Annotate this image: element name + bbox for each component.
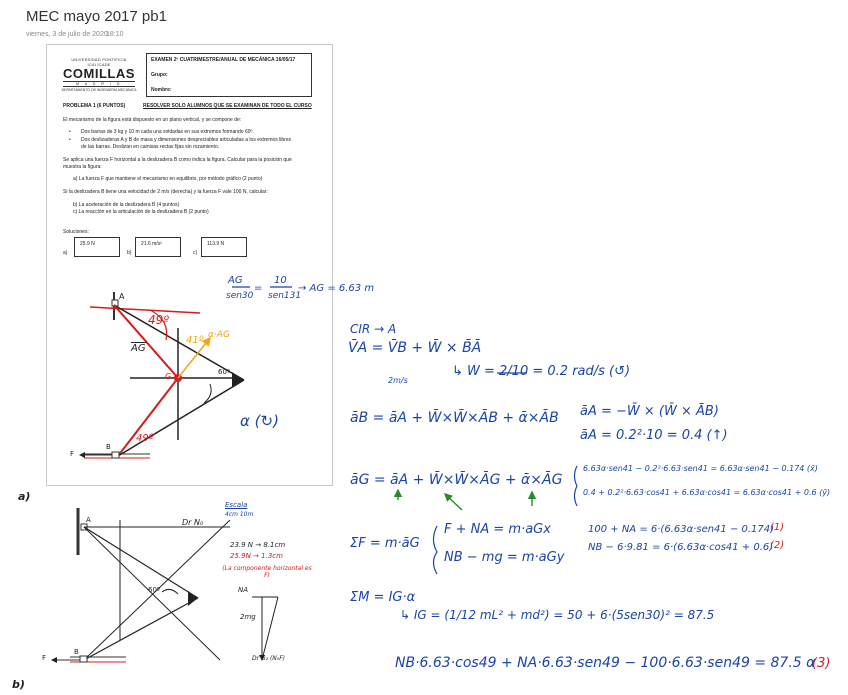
bullet-2a: Dos deslizaderas A y B de masa y dimensiones despreciables articuladas a los extremos libres	[81, 137, 292, 143]
page-time: 18:10	[106, 31, 124, 38]
label-A-b: A	[86, 516, 91, 524]
label-B-b: B	[74, 648, 79, 656]
green-arrow-2	[445, 494, 462, 510]
label-angle-49b: 49º	[136, 433, 154, 444]
exam-header-nombre: Nombre:	[151, 87, 172, 93]
work-ex1: 100 + NA = 6·(6.63α·sen41 − 0.174)	[588, 524, 775, 535]
angle-arc-60-b	[162, 589, 178, 594]
work-omega: ↳ W = 2/10 = 0.2 rad/s (↺)	[452, 364, 631, 379]
work-acc-g: āG = āA + W̄×W̄×ĀG + ᾱ×ĀG	[350, 472, 563, 488]
work-cir: CIR → A	[350, 322, 397, 336]
logo-top-text: UNIVERSIDAD PONTIFICIA	[71, 57, 127, 62]
label-NA: NA	[238, 586, 249, 594]
sol-b-box: 21.6 m/s²	[135, 237, 181, 257]
work-comp-y: 0.4 + 0.2²·6.63·cos41 + 6.63α·cos41 = 6.63α·cos41 + 0.6 (ȳ)	[583, 488, 831, 497]
label-angle-41: 41º	[186, 335, 204, 346]
label-angle-60-top: 60º	[218, 368, 231, 376]
bar-AC-b	[84, 527, 198, 598]
work-ag-result: → AG = 6.63 m	[298, 283, 375, 294]
brace-components	[575, 466, 578, 506]
work-acc-a2: āA = 0.2²·10 = 0.4 (↑)	[580, 428, 728, 443]
question-a: a) La fuerza F que mantiene el mecanismo en equilibrio, por método gráfico (2 punto)	[73, 176, 263, 182]
label-G: G	[165, 372, 172, 381]
logo-name: COMILLAS	[63, 66, 135, 81]
slider-B-b	[80, 656, 87, 662]
joint-C	[232, 372, 244, 388]
label-dr-g2: Dr G₂ (N₀F)	[252, 655, 285, 662]
problem-note: RESOLVER SOLO ALUMNOS QUE SE EXAMINAN DE TODO EL CURSO	[143, 103, 312, 109]
work-acc-a1: āA = −W̄ × (W̄ × ĀB)	[580, 404, 719, 419]
label-escala: Escala	[225, 501, 248, 509]
label-scale-1: 23.9 N → 8.1cm	[230, 541, 286, 549]
label-alpha-AG: α·AG	[208, 330, 230, 340]
bullet-2b: de las barras. Deslizan en camisas rectas fijas sin rozamiento.	[81, 144, 220, 150]
label-AG: $\overline{AG}$	[131, 343, 146, 354]
work-ny: NB − mg = m·aGy	[444, 550, 565, 565]
work-eq1: =	[254, 283, 263, 294]
work-tag2: (2)	[770, 540, 785, 551]
work-tag3: (3)	[812, 656, 831, 671]
label-dr-na: Dr N₀	[182, 518, 204, 527]
para3: Si la deslizadera B tiene una velocidad de 2 m/s (derecha) y la fuerza F vale 100 N, calcular:	[63, 189, 268, 195]
sol-a-label: a)	[63, 250, 68, 256]
exam-header-title: EXAMEN 2º CUATRIMESTRE/ANUAL DE MECÁNICA 16/05/17	[151, 57, 296, 63]
panel-label-b: b)	[12, 678, 25, 691]
work-rhs-num: 10	[274, 275, 287, 286]
slider-B	[112, 452, 119, 458]
para2a: Se aplica una fuerza F horizontal a la deslizadera B como indica la figura. Calcular para la posición que	[63, 157, 292, 163]
horizontal-ref-line	[90, 307, 200, 313]
exam-header-grupo: Grupo:	[151, 72, 168, 78]
vector-GB	[118, 378, 178, 456]
sol-c-box: 113.9 N	[201, 237, 247, 257]
work-acc-b: āB = āA + W̄×W̄×ĀB + ᾱ×ĀB	[350, 410, 559, 426]
label-angle-49a: 49º	[148, 313, 169, 327]
work-tag1: (1)	[770, 522, 785, 533]
mechanism-figure-bottom	[52, 508, 278, 662]
page-date: viernes, 3 de julio de 2020	[26, 31, 108, 38]
logo-city: M A D R I D	[63, 81, 135, 87]
soluciones-label: Soluciones:	[63, 229, 89, 235]
work-ag-den: sen30	[226, 291, 254, 301]
work-alpha: α (↻)	[240, 412, 279, 430]
bullet-1: Dos barras de 3 kg y 10 m cada una soldadas en sus extremos formando 60º.	[81, 129, 254, 135]
work-rhs-den: sen131	[268, 291, 302, 301]
work-moment: ΣM = IG·α	[350, 590, 416, 605]
brace-newton	[434, 526, 438, 574]
label-F: F	[70, 450, 75, 458]
label-note: (La componente horizontal es F)	[222, 565, 312, 579]
sol-a-box: 25.9 N	[74, 237, 120, 257]
question-b: b) La aceleración de la deslizadera B (4 puntos)	[73, 202, 180, 208]
work-nx: F + NA = m·aGx	[444, 522, 551, 537]
work-comp-x: 6.63α·sen41 − 0.2²·6.63·sen41 = 6.63α·sen41 − 0.174 (x̄)	[583, 464, 818, 473]
work-ag-num: AG	[228, 275, 243, 286]
logo-icai-text: ICAI ICADE	[87, 62, 111, 67]
work-newton: ΣF = m·āG	[350, 536, 420, 551]
label-A: A	[119, 292, 125, 301]
panel-label-a: a)	[18, 490, 31, 503]
para2b: muestra la figura:	[63, 164, 102, 170]
work-inertia: ↳ IG = (1/12 mL² + md²) = 50 + 6·(5sen30)² = 87.5	[400, 608, 715, 622]
label-escala-vals: 4cm 10m	[225, 511, 254, 518]
joint-C-b	[188, 591, 198, 606]
bar-CB	[118, 380, 244, 456]
logo-dept: DEPARTAMENTO DE INGENIERÍA MECÁNICA	[61, 88, 137, 92]
label-B: B	[106, 443, 111, 451]
intro-text: El mecanismo de la figura está dispuesto en un plano vertical, y se compone de:	[63, 117, 242, 123]
bullet-dot-1: •	[69, 129, 71, 135]
work-velocity: V̄A = V̄B + W̄ × B̄Ā	[348, 340, 482, 356]
work-ex2: NB − 6·9.81 = 6·(6.63α·cos41 + 0.6)	[588, 542, 774, 553]
label-scale-2: 25.9N → 1.3cm	[230, 552, 283, 560]
problem-title: PROBLEMA 1 (6 PUNTOS)	[63, 103, 126, 109]
work-vel-sub: 2m/s	[388, 376, 408, 385]
sol-c-label: c)	[193, 250, 198, 256]
bar-CB-b	[84, 598, 198, 660]
question-c: c) La reacción en la articulación de la deslizadera B (2 punto)	[73, 209, 209, 215]
sol-b-label: b)	[127, 250, 132, 256]
bullet-dot-2: •	[69, 137, 71, 143]
page-title: MEC mayo 2017 pb1	[26, 8, 167, 25]
force-diag-line	[262, 597, 278, 660]
label-F-b: F	[42, 654, 47, 662]
label-angle-60-b: 60º	[148, 586, 161, 594]
work-final: NB·6.63·cos49 + NA·6.63·sen49 − 100·6.63·sen49 = 87.5 α	[395, 655, 816, 671]
label-2mg: 2mg	[240, 613, 256, 621]
